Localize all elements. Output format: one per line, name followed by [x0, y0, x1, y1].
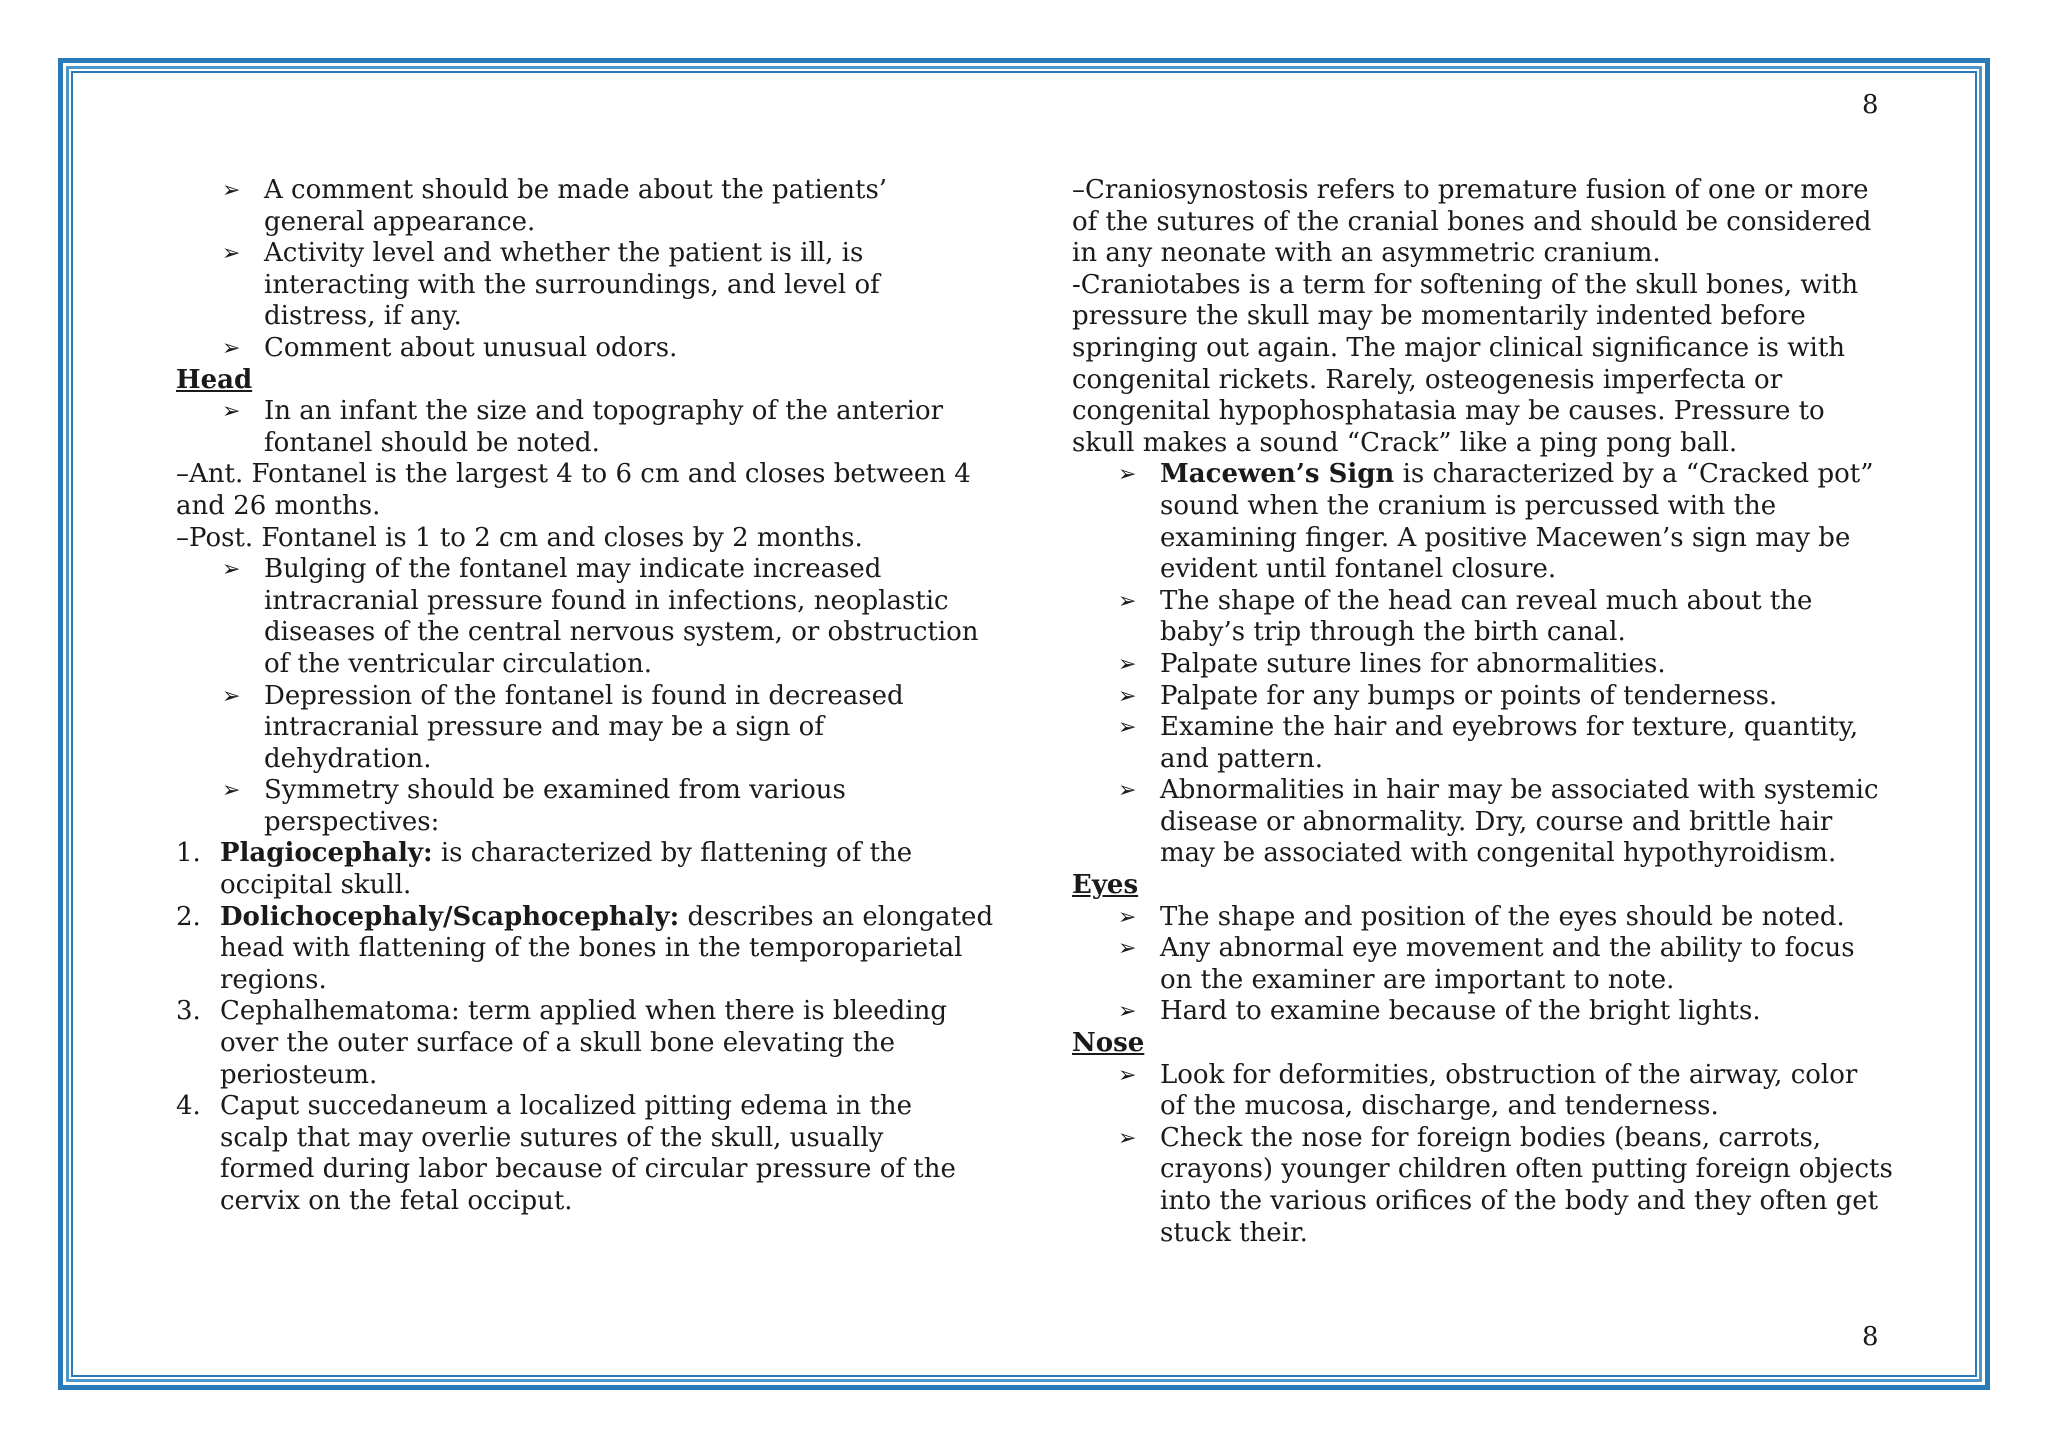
text-line: The shape and position of the eyes should be noted. — [1160, 901, 1845, 932]
text-line: formed during labor because of circular pressure of the — [220, 1154, 956, 1185]
text-line: springing out again. The major clinical significance is with — [1072, 332, 1846, 363]
text-line: The shape of the head can reveal much about the — [1160, 585, 1813, 616]
text-line: into the various orifices of the body and they often get — [1160, 1186, 1879, 1216]
bullet-macewens-sign — [1072, 459, 1902, 585]
bullet-odors — [176, 333, 996, 365]
text-line: occipital skull. — [220, 870, 412, 901]
page-number-bottom: 8 — [1862, 1322, 1879, 1352]
bullet-foreign-bodies — [1072, 1123, 1902, 1249]
numbered-item-caput-succedaneum — [176, 1091, 996, 1217]
text-line: of the sutures of the cranial bones and should be considered — [1072, 206, 1872, 237]
text-line: general appearance. — [264, 206, 536, 237]
arrowhead-bullet-icon: ➢ — [1118, 588, 1137, 614]
heading-eyes: Eyes — [1072, 870, 1139, 901]
text-line: distress, if any. — [264, 301, 462, 332]
arrowhead-bullet-icon: ➢ — [222, 557, 241, 583]
text-line: Comment about unusual odors. — [264, 332, 678, 363]
text-line: A comment should be made about the patients’ — [264, 175, 888, 205]
bullet-eye-movement — [1072, 933, 1902, 996]
item-number: 4. — [176, 1091, 201, 1122]
text-line: Depression of the fontanel is found in decreased — [264, 680, 904, 711]
text-line: disease or abnormality. Dry, course and brittle hair — [1160, 806, 1833, 837]
text-line: congenital rickets. Rarely, osteogenesis imperfecta or — [1072, 364, 1783, 395]
arrowhead-bullet-icon: ➢ — [222, 335, 241, 361]
bullet-eye-shape — [1072, 902, 1902, 934]
text-line: interacting with the surroundings, and level of — [264, 269, 880, 300]
text-line: –Craniosynostosis refers to premature fusion of one or more — [1072, 175, 1869, 205]
item-number: 1. — [176, 838, 201, 869]
text-line: Look for deformities, obstruction of the airway, color — [1160, 1059, 1858, 1090]
text-line: -Craniotabes is a term for softening of the skull bones, with — [1072, 269, 1859, 300]
paragraph-ant-fontanel — [176, 459, 996, 522]
text-line: and pattern. — [1160, 743, 1324, 774]
text-line: –Post. Fontanel is 1 to 2 cm and closes by 2 months. — [176, 522, 863, 553]
text-line: may be associated with congenital hypothyroidism. — [1160, 838, 1837, 869]
text-line: head with flattening of the bones in the temporoparietal — [220, 933, 963, 964]
arrowhead-bullet-icon: ➢ — [1118, 999, 1137, 1025]
text-line: diseases of the central nervous system, or obstruction — [264, 617, 979, 648]
text-line: Examine the hair and eyebrows for texture, quantity, — [1160, 712, 1859, 743]
text-line: Hard to examine because of the bright lights. — [1160, 996, 1761, 1027]
heading-head: Head — [176, 364, 253, 395]
paragraph-craniotabes — [1072, 270, 1902, 460]
arrowhead-bullet-icon: ➢ — [1118, 462, 1137, 488]
paragraph-craniosynostosis — [1072, 175, 1902, 270]
text-line: Abnormalities in hair may be associated with systemic — [1160, 775, 1879, 806]
text-line: Cephalhematoma: term applied when there is bleeding — [220, 996, 948, 1027]
text-line: of the mucosa, discharge, and tenderness. — [1160, 1091, 1719, 1122]
heading-nose: Nose — [1072, 1028, 1145, 1059]
text-line: congenital hypophosphatasia may be causes. Pressure to — [1072, 396, 1825, 427]
bullet-hair-abnormalities — [1072, 775, 1902, 870]
bullet-bumps-tenderness — [1072, 681, 1902, 713]
text-line: Caput succedaneum a localized pitting edema in the — [220, 1091, 913, 1122]
item-number: 3. — [176, 996, 201, 1027]
bullet-hair-eyebrows — [1072, 712, 1902, 775]
paragraph-post-fontanel — [176, 523, 996, 555]
text-line: and 26 months. — [176, 490, 381, 521]
arrowhead-bullet-icon: ➢ — [222, 241, 241, 267]
text-line: baby’s trip through the birth canal. — [1160, 617, 1626, 648]
arrowhead-bullet-icon: ➢ — [1118, 715, 1137, 741]
text-line: Check the nose for foreign bodies (beans, carrots, — [1160, 1122, 1822, 1153]
arrowhead-bullet-icon: ➢ — [1118, 1062, 1137, 1088]
bullet-nose-deformities — [1072, 1060, 1902, 1123]
text-line: Symmetry should be examined from various — [264, 775, 846, 806]
left-column — [176, 175, 996, 1218]
bullet-head-shape — [1072, 586, 1902, 649]
arrowhead-bullet-icon: ➢ — [1118, 936, 1137, 962]
text-line: In an infant the size and topography of the anterior — [264, 396, 944, 427]
text-line: over the outer surface of a skull bone elevating the — [220, 1028, 896, 1059]
arrowhead-bullet-icon: ➢ — [1118, 683, 1137, 709]
arrowhead-bullet-icon: ➢ — [1118, 1125, 1137, 1151]
numbered-item-cephalhematoma — [176, 996, 996, 1091]
bullet-suture-lines — [1072, 649, 1902, 681]
item-number: 2. — [176, 901, 201, 932]
text-line: on the examiner are important to note. — [1160, 964, 1675, 995]
arrowhead-bullet-icon: ➢ — [1118, 904, 1137, 930]
arrowhead-bullet-icon: ➢ — [222, 683, 241, 709]
text-span: describes an elongated — [679, 901, 994, 932]
page-number-top: 8 — [1862, 90, 1879, 120]
text-line: Palpate suture lines for abnormalities. — [1160, 648, 1666, 679]
bullet-general-appearance — [176, 175, 996, 238]
text-line: in any neonate with an asymmetric cranium. — [1072, 238, 1661, 269]
bullet-symmetry — [176, 775, 996, 838]
arrowhead-bullet-icon: ➢ — [222, 399, 241, 425]
text-line: –Ant. Fontanel is the largest 4 to 6 cm and closes between 4 — [176, 459, 971, 490]
text-line: scalp that may overlie sutures of the skull, usually — [220, 1122, 884, 1153]
text-line: sound when the cranium is percussed with the — [1160, 490, 1777, 521]
text-span: is characterized by flattening of the — [432, 838, 913, 869]
text-line: fontanel should be noted. — [264, 427, 600, 458]
text-line: pressure the skull may be momentarily indented before — [1072, 301, 1806, 332]
text-line: periosteum. — [220, 1059, 378, 1090]
text-line: perspectives: — [264, 806, 440, 837]
text-line: evident until fontanel closure. — [1160, 554, 1557, 585]
arrowhead-bullet-icon: ➢ — [222, 778, 241, 804]
numbered-item-dolichocephaly — [176, 902, 996, 997]
term-dolichocephaly: Dolichocephaly/Scaphocephaly: — [220, 901, 680, 932]
bullet-activity-level — [176, 238, 996, 333]
text-line: Palpate for any bumps or points of tenderness. — [1160, 680, 1778, 711]
term-macewens-sign: Macewen’s Sign — [1160, 459, 1395, 490]
text-line: of the ventricular circulation. — [264, 648, 653, 679]
text-line: intracranial pressure found in infections, neoplastic — [264, 585, 949, 616]
text-line: cervix on the fetal occiput. — [220, 1186, 573, 1216]
bullet-anterior-fontanel — [176, 396, 996, 459]
arrowhead-bullet-icon: ➢ — [1118, 778, 1137, 804]
text-line: Bulging of the fontanel may indicate increased — [264, 554, 882, 585]
bullet-bright-lights — [1072, 996, 1902, 1028]
text-line: Activity level and whether the patient is ill, is — [264, 238, 864, 269]
bullet-bulging-fontanel — [176, 554, 996, 680]
text-line: skull makes a sound “Crack” like a ping pong ball. — [1072, 427, 1738, 458]
text-line: regions. — [220, 964, 327, 995]
arrowhead-bullet-icon: ➢ — [1118, 651, 1137, 677]
bullet-depression-fontanel — [176, 681, 996, 776]
numbered-item-plagiocephaly — [176, 838, 996, 901]
text-span: is characterized by a “Cracked pot” — [1394, 459, 1874, 490]
right-column — [1072, 175, 1902, 1249]
text-line: crayons) younger children often putting foreign objects — [1160, 1154, 1893, 1185]
term-plagiocephaly: Plagiocephaly: — [220, 838, 433, 869]
text-line: intracranial pressure and may be a sign of — [264, 712, 824, 743]
arrowhead-bullet-icon: ➢ — [222, 178, 241, 203]
text-line: examining finger. A positive Macewen’s sign may be — [1160, 522, 1851, 553]
text-line: dehydration. — [264, 743, 432, 774]
text-line: stuck their. — [1160, 1217, 1308, 1248]
text-line: Any abnormal eye movement and the ability to focus — [1160, 933, 1855, 964]
